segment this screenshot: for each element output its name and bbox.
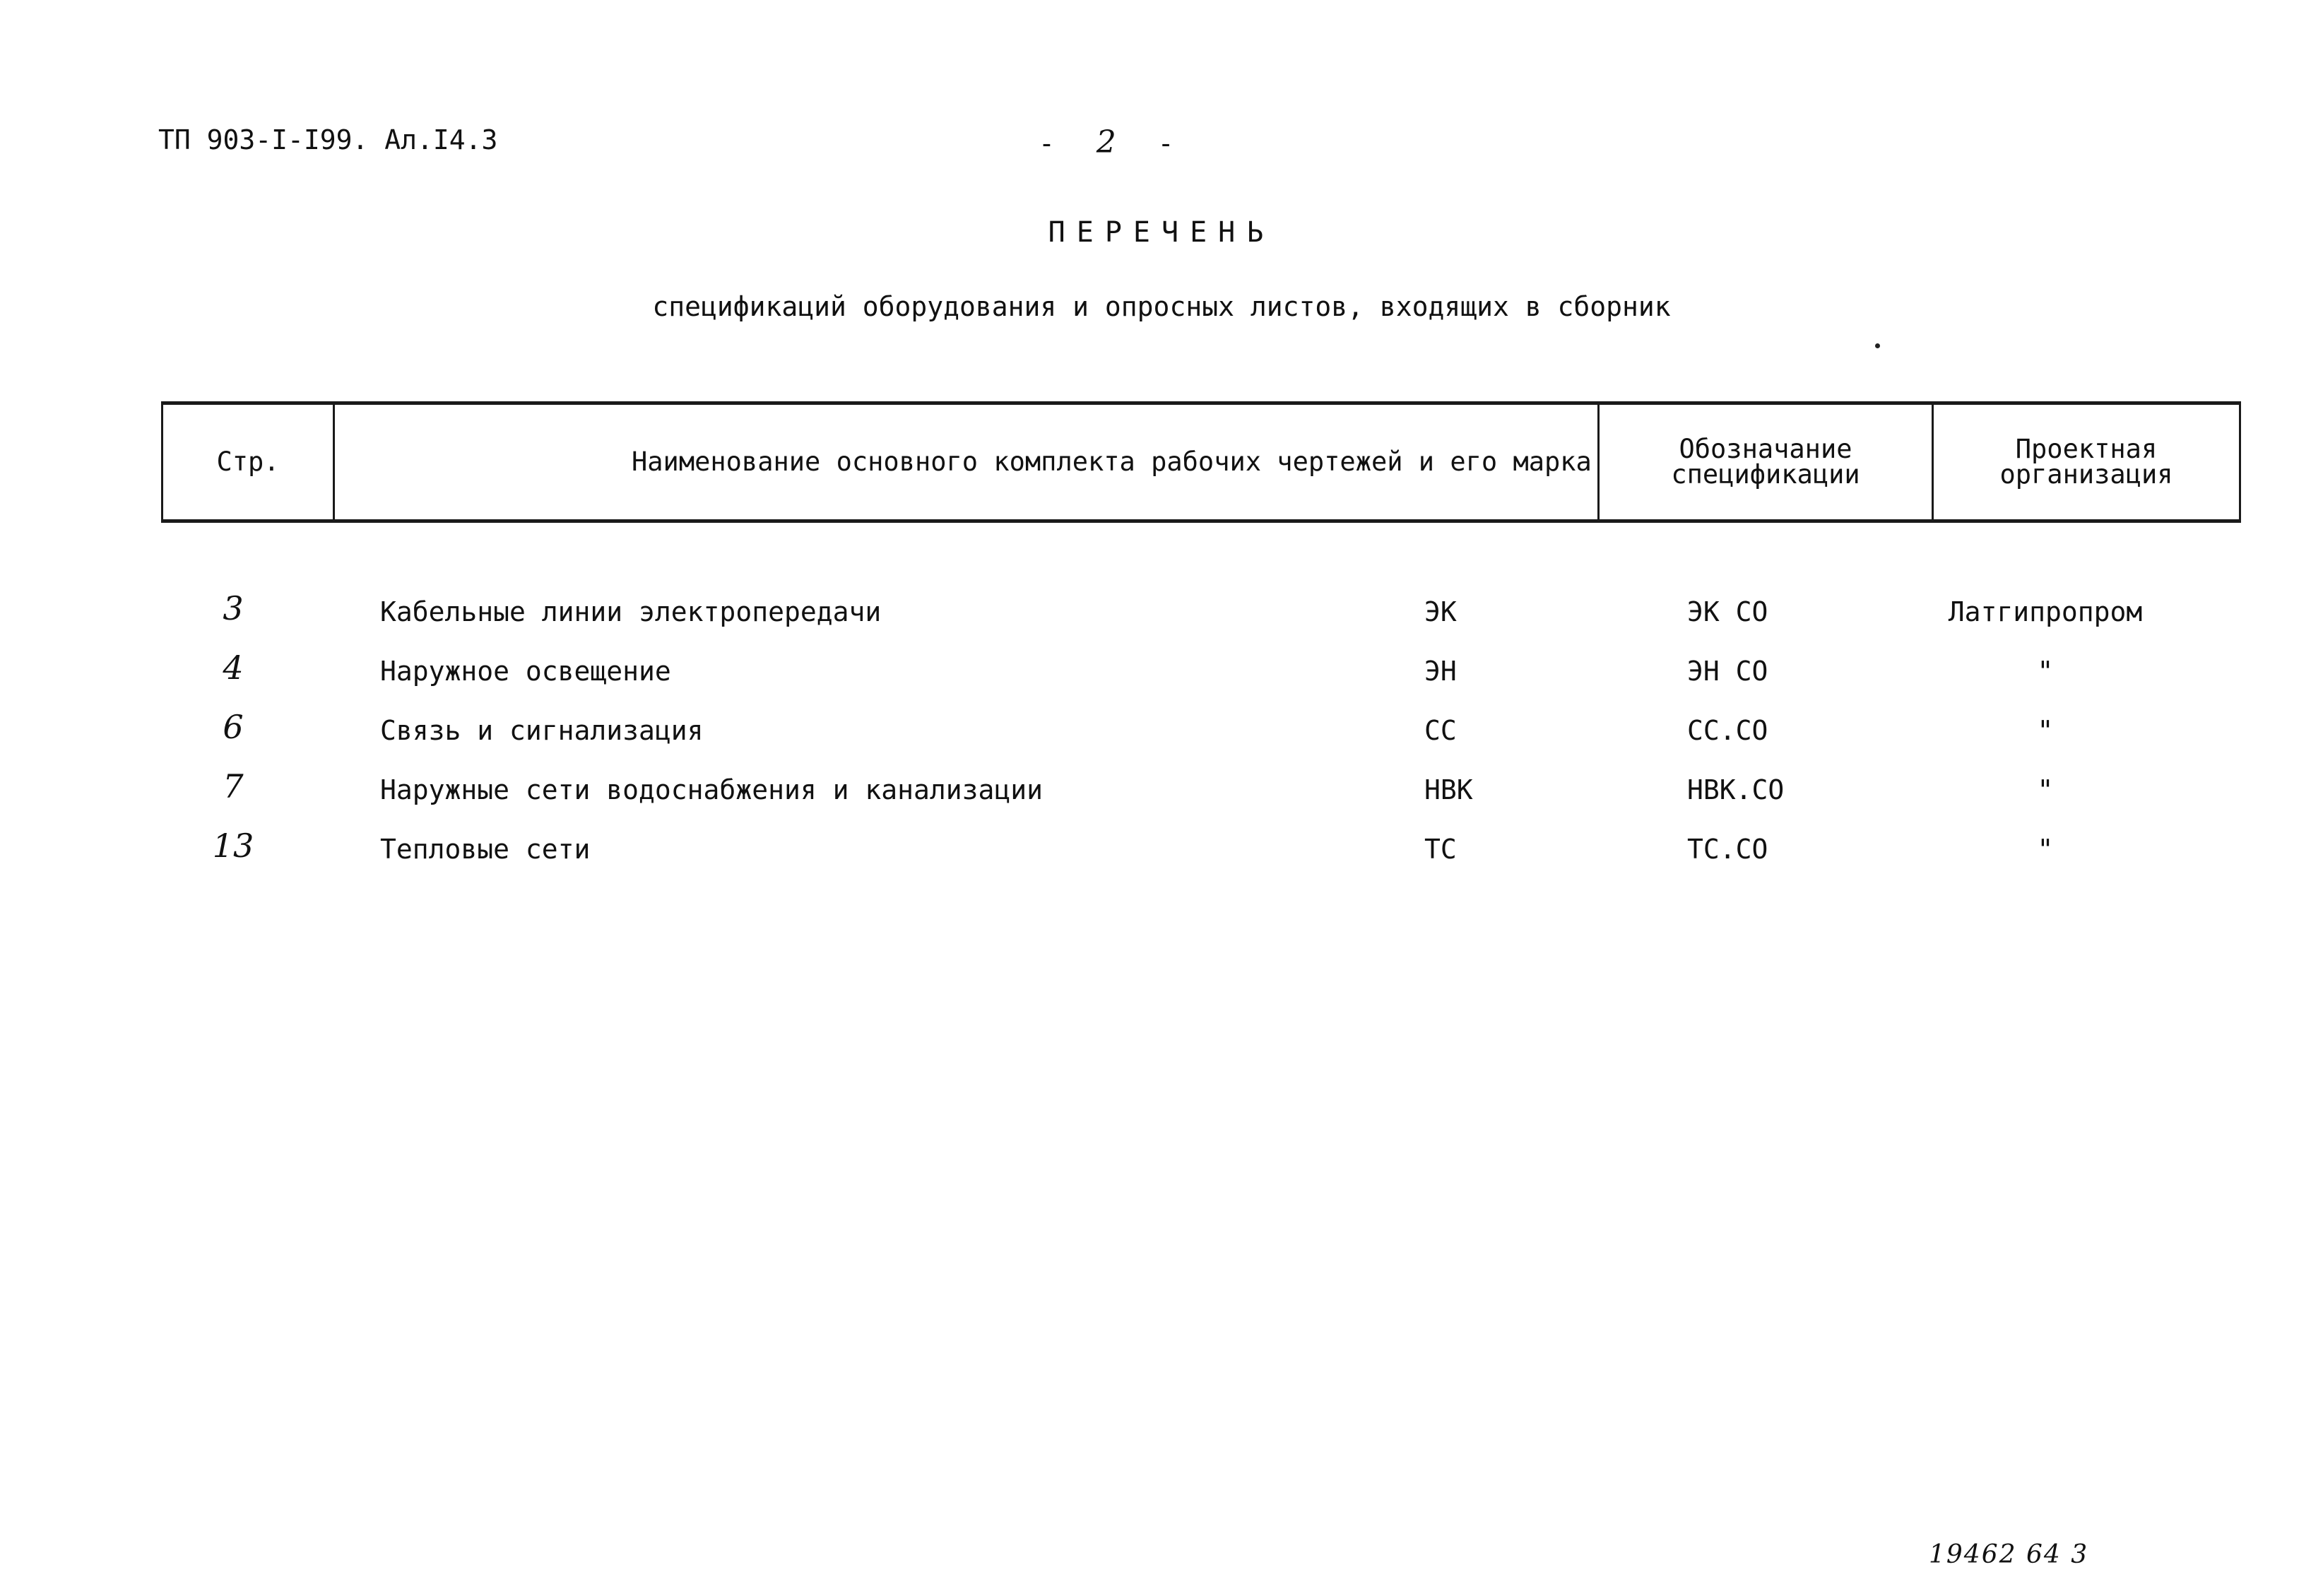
row-page: 3 <box>223 589 244 627</box>
row-org: " <box>2037 834 2054 865</box>
page-number-line <box>1039 124 1187 160</box>
table-header <box>161 401 2241 523</box>
page-dash-left: - <box>1039 128 1068 159</box>
row-page: 6 <box>223 708 244 746</box>
col-header-org-line1: Проектная <box>2015 434 2158 464</box>
archive-number: 19462 64 3 <box>1929 1540 2089 1569</box>
row-mark: ЭН <box>1424 656 1457 687</box>
row-mark: НВК <box>1424 774 1473 805</box>
row-page: 4 <box>223 649 244 687</box>
row-mark: СС <box>1424 715 1457 746</box>
row-page: 13 <box>212 827 254 865</box>
row-name: Наружные сети водоснабжения и канализации <box>380 774 1043 805</box>
row-spec: ЭН СО <box>1687 656 1768 687</box>
row-spec: ЭК СО <box>1687 596 1768 627</box>
col-header-spec-line2: спецификации <box>1671 459 1860 490</box>
col-header-spec-line1: Обозначание <box>1679 434 1852 464</box>
row-org: Латгипропром <box>1948 596 2143 627</box>
row-name: Тепловые сети <box>380 834 591 865</box>
page-dash-right: - <box>1157 128 1187 159</box>
page-number: 2 <box>1096 124 1129 160</box>
row-spec: ТС.СО <box>1687 834 1768 865</box>
document-subtitle: спецификаций оборудования и опросных листов, входящих в сборник <box>652 291 1671 322</box>
table-row <box>0 822 2323 882</box>
col-header-name: Наименование основного комплекта рабочих чертежей и его марка <box>632 447 1592 477</box>
ink-dot <box>1875 343 1880 348</box>
table-row <box>0 585 2323 644</box>
col-header-org-line2: организация <box>1999 459 2173 490</box>
table-row <box>0 644 2323 704</box>
row-spec: СС.СО <box>1687 715 1768 746</box>
row-spec: НВК.СО <box>1687 774 1785 805</box>
col-header-org <box>1934 405 2239 519</box>
table-row <box>0 704 2323 763</box>
row-name: Кабельные линии электропередачи <box>380 596 882 627</box>
row-mark: ТС <box>1424 834 1457 865</box>
row-org: " <box>2037 715 2054 746</box>
row-org: " <box>2037 656 2054 687</box>
document-title: ПЕРЕЧЕНЬ <box>1048 216 1275 249</box>
col-header-page: Стр. <box>216 447 280 477</box>
row-name: Наружное освещение <box>380 656 671 687</box>
row-mark: ЭК <box>1424 596 1457 627</box>
col-header-spec <box>1600 405 1932 519</box>
row-org: " <box>2037 774 2054 805</box>
row-name: Связь и сигнализация <box>380 715 704 746</box>
row-page: 7 <box>223 767 244 805</box>
table-row <box>0 763 2323 822</box>
document-code: ТП 903-I-I99. Ал.I4.3 <box>158 124 498 155</box>
